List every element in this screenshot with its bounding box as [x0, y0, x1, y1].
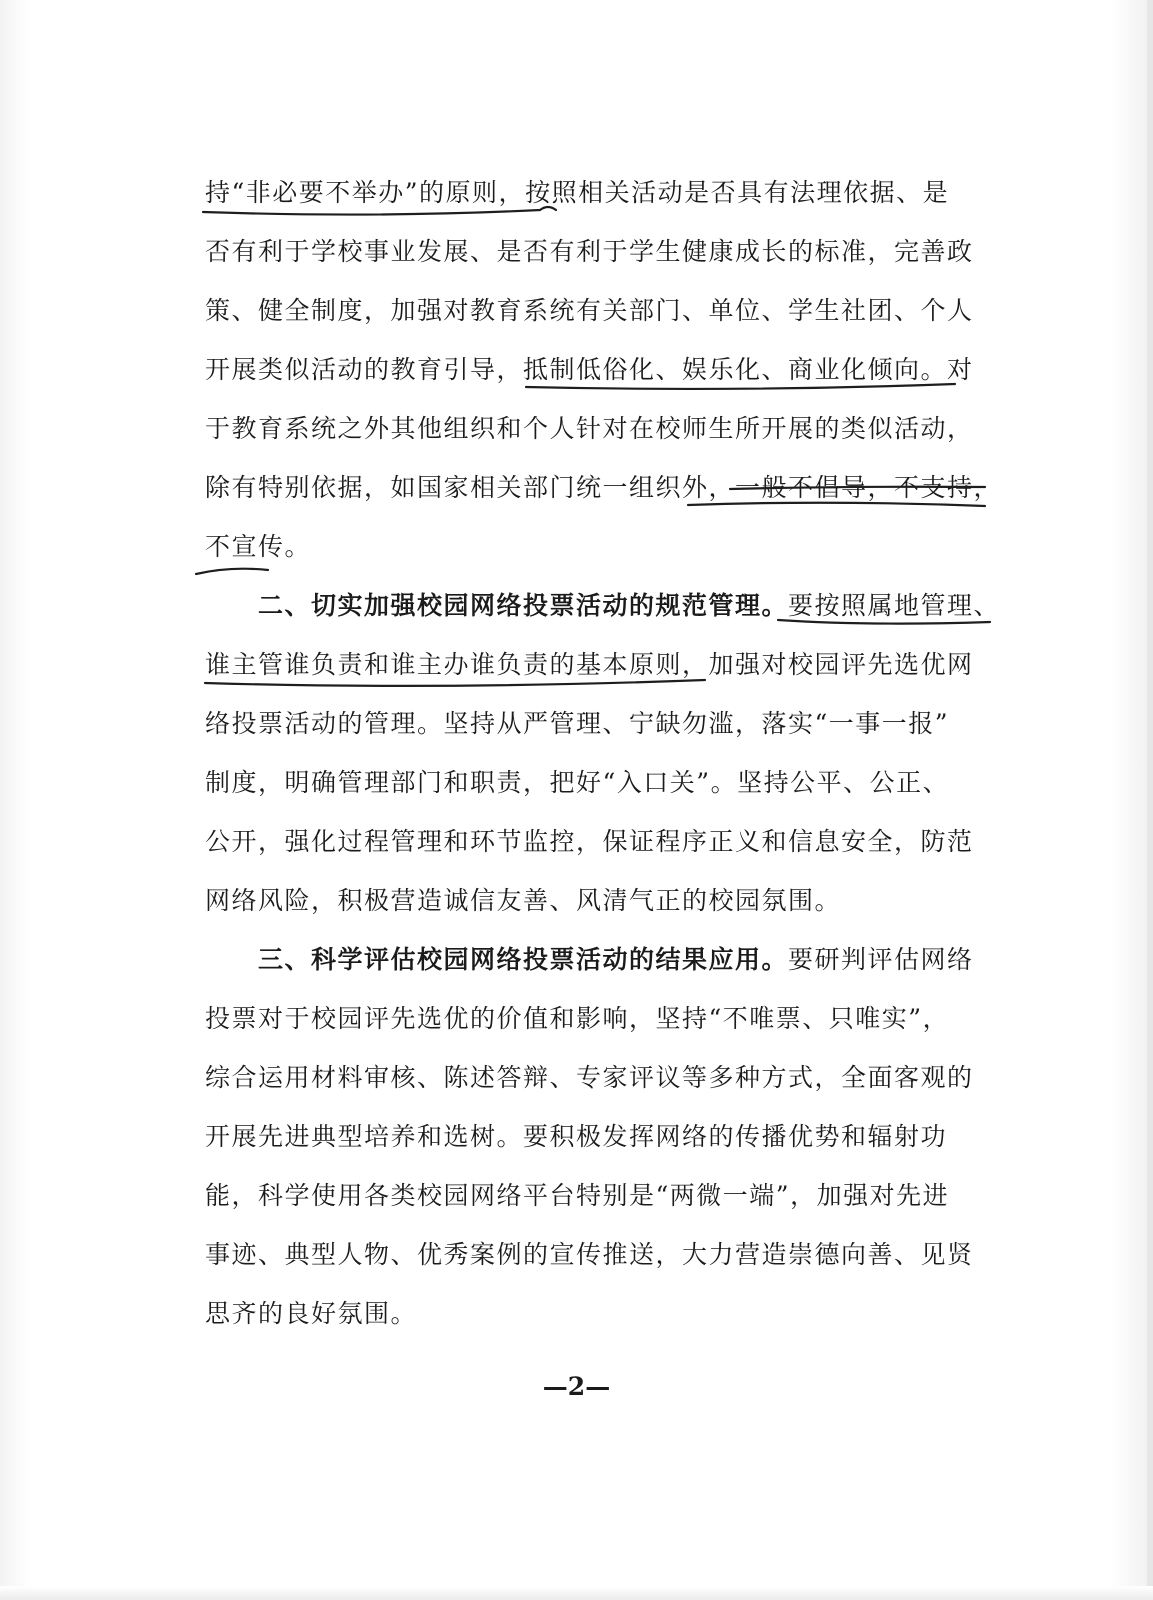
text-line-7: 不宣传。 — [205, 532, 312, 561]
section-3-line-6: 事迹、典型人物、优秀案例的宣传推送，大力营造崇德向善、见贤 — [205, 1240, 974, 1269]
section-3-line-2: 投票对于校园评先选优的价值和影响，坚持“不唯票、只唯实”， — [205, 1004, 950, 1033]
text-line-1: 持“非必要不举办”的原则，按照相关活动是否具有法理依据、是 — [205, 178, 950, 207]
text-line-6: 除有特别依据，如国家相关部门统一组织外，一般不倡导，不支持， — [205, 473, 1001, 502]
section-2-line-6: 网络风险，积极营造诚信友善、风清气正的校园氛围。 — [205, 886, 842, 915]
section-2-line-2: 谁主管谁负责和谁主办谁负责的基本原则，加强对校园评先选优网 — [205, 650, 974, 679]
underline-line-1 — [203, 207, 556, 215]
text-line-2: 否有利于学校事业发展、是否有利于学生健康成长的标准，完善政 — [205, 237, 974, 266]
section-2-line-5: 公开，强化过程管理和环节监控，保证程序正义和信息安全，防范 — [205, 827, 974, 856]
text-line-4: 开展类似活动的教育引导，抵制低俗化、娱乐化、商业化倾向。对 — [205, 355, 974, 384]
section-2-heading: 二、切实加强校园网络投票活动的规范管理。 — [258, 591, 789, 620]
underline-line-7 — [196, 569, 268, 574]
underline-section-2-b — [205, 680, 705, 686]
page-number: —2— — [542, 1372, 611, 1401]
section-2-line-3: 络投票活动的管理。坚持从严管理、宁缺勿滥，落实“一事一报” — [205, 709, 950, 738]
section-3-line-4: 开展先进典型培养和选树。要积极发挥网络的传播优势和辐射功 — [205, 1122, 948, 1151]
section-3-line-7: 思齐的良好氛围。 — [205, 1299, 418, 1328]
section-3-line-3: 综合运用材料审核、陈述答辩、专家评议等多种方式，全面客观的 — [205, 1063, 974, 1092]
section-3-first-rest: 要研判评估网络 — [788, 945, 974, 974]
underline-section-2-a — [778, 620, 990, 624]
text-line-5: 于教育系统之外其他组织和个人针对在校师生所开展的类似活动， — [205, 414, 974, 443]
section-2-line-4: 制度，明确管理部门和职责，把好“入口关”。坚持公平、公正、 — [205, 768, 950, 797]
strikethrough-line-6 — [730, 487, 985, 489]
underline-line-4 — [526, 384, 955, 389]
section-3-line-5: 能，科学使用各类校园网络平台特别是“两微一端”，加强对先进 — [205, 1181, 950, 1210]
section-2-first-rest: 要按照属地管理、 — [788, 591, 1001, 620]
section-3-heading: 三、科学评估校园网络投票活动的结果应用。 — [258, 945, 789, 974]
text-line-3: 策、健全制度，加强对教育系统有关部门、单位、学生社团、个人 — [205, 296, 974, 325]
underline-line-6 — [688, 503, 985, 506]
annotation-strokes — [196, 207, 990, 686]
